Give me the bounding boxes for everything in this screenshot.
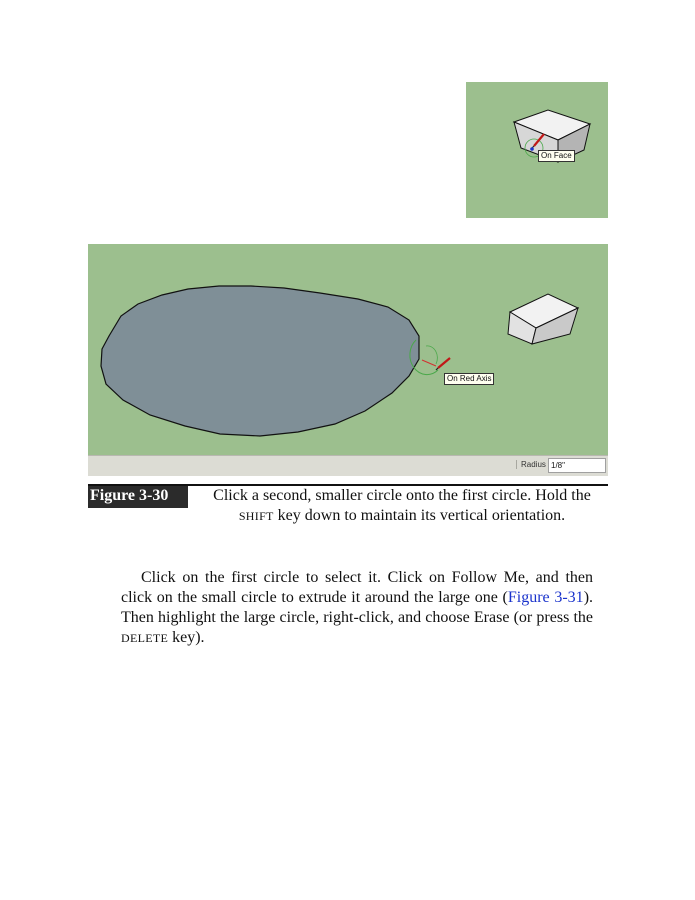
- sketchup-viewport[interactable]: [88, 244, 608, 476]
- figure-label: Figure 3-30: [88, 486, 188, 508]
- on-face-tooltip: On Face: [538, 150, 575, 162]
- caption-text-part2: key down to maintain its vertical orientation.: [273, 507, 566, 524]
- radius-label: Radius: [516, 460, 546, 469]
- figure-reference-link[interactable]: Figure 3-31: [507, 589, 584, 606]
- figure-caption: [196, 486, 608, 526]
- small-circle-preview-right: [426, 346, 437, 364]
- on-red-axis-tooltip: On Red Axis: [444, 373, 494, 385]
- inset-snap-point: [530, 147, 534, 151]
- shift-key-name: SHIFT: [238, 509, 274, 523]
- pencil-cursor-icon: [436, 358, 450, 370]
- viewport-model-drawing: [88, 244, 608, 455]
- status-bar: [88, 455, 608, 476]
- large-circle-face: [101, 286, 419, 436]
- paragraph-part1: Click on the first circle to select it. Click on Follow Me, and then click on the small circle to extrude it around the large one (: [121, 569, 593, 606]
- red-axis-guide: [422, 360, 436, 366]
- body-paragraph: [121, 568, 593, 648]
- inset-viewport[interactable]: [466, 82, 608, 218]
- caption-text-part1: Click a second, smaller circle onto the first circle. Hold the: [213, 487, 591, 504]
- paragraph-part3: key).: [168, 629, 205, 646]
- paragraph-part2: ). Then highlight the large circle, right-click, and choose Erase (or press the: [121, 589, 594, 626]
- inset-model-drawing: [466, 82, 608, 218]
- radius-input[interactable]: 1/8": [548, 458, 606, 473]
- delete-key-name: DELETE: [121, 631, 169, 645]
